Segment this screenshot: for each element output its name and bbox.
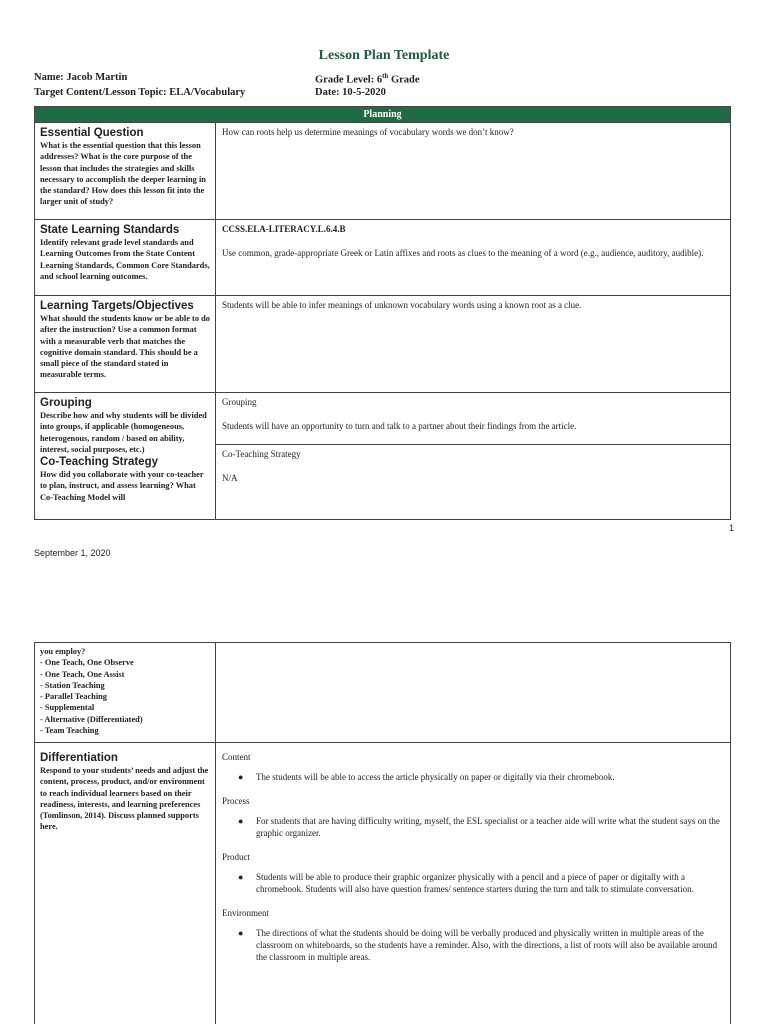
coteaching-model-line: - Supplemental xyxy=(40,703,95,713)
bullet-icon: ● xyxy=(238,928,244,938)
grouping-heading: Grouping xyxy=(40,397,92,409)
essential-question-row xyxy=(35,123,731,220)
objectives-label-cell xyxy=(35,296,216,393)
differentiation-row xyxy=(35,743,731,1024)
environment-list xyxy=(222,927,724,963)
essential-question-label-cell xyxy=(35,123,216,220)
standard-text: Use common, grade-appropriate Greek or Latin affixes and roots as clues to the meaning of a word (e.g., audience, auditory, audible). xyxy=(222,248,704,258)
objectives-heading: Learning Targets/Objectives xyxy=(40,300,194,312)
differentiation-value-cell xyxy=(216,743,731,1024)
coteaching-model-line: - One Teach, One Observe xyxy=(40,658,134,668)
document-title: Lesson Plan Template xyxy=(318,48,450,63)
objectives-text: Students will be able to infer meanings of unknown vocabulary words using a known root as a clue. xyxy=(222,300,582,310)
planning-table xyxy=(34,106,731,520)
coteaching-heading: Co-Teaching Strategy xyxy=(40,456,158,469)
standards-row xyxy=(35,220,731,296)
content-title: Content xyxy=(222,752,251,762)
essential-question-heading: Essential Question xyxy=(40,127,144,139)
differentiation-heading: Differentiation xyxy=(40,752,118,764)
grade-level: Grade Level: 6th Grade xyxy=(315,72,420,86)
standard-code: CCSS.ELA-LITERACY.L.6.4.B xyxy=(222,224,346,234)
coteaching-model-line: you employ? xyxy=(40,647,86,656)
list-item: ● The students will be able to access the article physically on paper or digitally via their chromebook. xyxy=(238,772,615,782)
grouping-description: Describe how and why students will be divided into groups, if applicable (homogeneous, heterogenous, random / based on ability, interest, social purposes, etc.) xyxy=(40,411,207,454)
objectives-description: What should the students know or be able to do after the instruction? Use a common format with a measurable verb that matches the cognitive domain standard. This should be a small piece of the standard stated in measurable terms. xyxy=(40,314,210,380)
environment-title: Environment xyxy=(222,908,269,918)
essential-question-value-cell xyxy=(216,123,731,220)
product-list xyxy=(222,871,724,895)
differentiation-label-cell xyxy=(35,743,216,1024)
standards-description: Identify relevant grade level standards and Learning Outcomes from the State Content Learning Standards, Common Core Standards, and school learning outcomes. xyxy=(40,238,210,281)
footer-date: September 1, 2020 xyxy=(34,548,111,558)
grouping-row xyxy=(35,393,731,445)
process-title: Process xyxy=(222,796,250,806)
standards-heading: State Learning Standards xyxy=(40,224,180,236)
process-list xyxy=(222,815,724,839)
bullet-icon: ● xyxy=(238,772,244,782)
bullet-icon: ● xyxy=(238,816,244,826)
teacher-name: Name: Jacob Martin xyxy=(34,72,128,83)
planning-table-continued xyxy=(34,642,731,1024)
objectives-row xyxy=(35,296,731,393)
page-2 xyxy=(0,642,768,1024)
coteaching-continued-row xyxy=(35,643,731,743)
differentiation-description: Respond to your students’ needs and adjust the content, process, product, and/or environment to reach individual learners based on their readiness, interests, and learning preferences (Tomlinson, 2014). Discuss planned supports here. xyxy=(40,766,209,832)
page-number: 1 xyxy=(728,523,734,533)
lesson-topic: Target Content/Lesson Topic: ELA/Vocabulary xyxy=(34,87,246,98)
grouping-label-cell xyxy=(35,393,216,520)
grouping-text: Students will have an opportunity to turn and talk to a partner about their findings from the article. xyxy=(222,421,577,431)
bullet-icon: ● xyxy=(238,872,244,882)
coteaching-text: N/A xyxy=(222,473,238,483)
content-list xyxy=(222,771,724,783)
list-item: ● For students that are having difficulty writing, myself, the ESL specialist or a teacher aide will write what the student says on the graphic organizer. xyxy=(238,816,720,838)
grouping-title: Grouping xyxy=(222,397,257,407)
essential-question-description: What is the essential question that this lesson addresses? What is the core purpose of the lesson that includes the strategies and skills necessary to accomplish the deeper learning in the standard? How does this lesson fit into the larger unit of study? xyxy=(40,141,206,207)
page-gap xyxy=(0,568,768,642)
coteaching-model-line: - One Teach, One Assist xyxy=(40,669,125,679)
objectives-value-cell xyxy=(216,296,731,393)
standards-label-cell xyxy=(35,220,216,296)
product-title: Product xyxy=(222,852,250,862)
planning-header: Planning xyxy=(35,107,731,123)
list-item: ● Students will be able to produce their graphic organizer physically with a pencil and a piece of paper or digitally with a chromebook. Students will also have question frames/ sentence starters during the turn and talk to stimulate conversation. xyxy=(238,872,694,894)
coteaching-model-line: - Parallel Teaching xyxy=(40,692,107,702)
grouping-value-cell xyxy=(216,393,731,445)
essential-question-text: How can roots help us determine meanings of vocabulary words we don’t know? xyxy=(222,127,514,137)
coteaching-title: Co-Teaching Strategy xyxy=(222,449,301,459)
coteaching-model-line: - Station Teaching xyxy=(40,680,105,690)
coteaching-continued-value-cell xyxy=(216,643,731,743)
coteaching-continued-label-cell xyxy=(35,643,216,743)
coteaching-model-line: - Team Teaching xyxy=(40,726,99,736)
coteaching-value-cell xyxy=(216,445,731,520)
standards-value-cell xyxy=(216,220,731,296)
coteaching-model-line: - Alternative (Differentiated) xyxy=(40,714,143,724)
coteaching-description: How did you collaborate with your co-teacher to plan, instruct, and assess learning? What Co-Teaching Model will xyxy=(40,470,204,502)
lesson-date: Date: 10-5-2020 xyxy=(315,87,386,98)
planning-header-row xyxy=(35,107,731,123)
list-item: ● The directions of what the students should be doing will be verbally produced and physically written in multiple areas of the classroom on whiteboards, so the students have a reminder. Also, with the directions, a list of roots will also be available around the classroom in multiple areas. xyxy=(238,928,718,962)
